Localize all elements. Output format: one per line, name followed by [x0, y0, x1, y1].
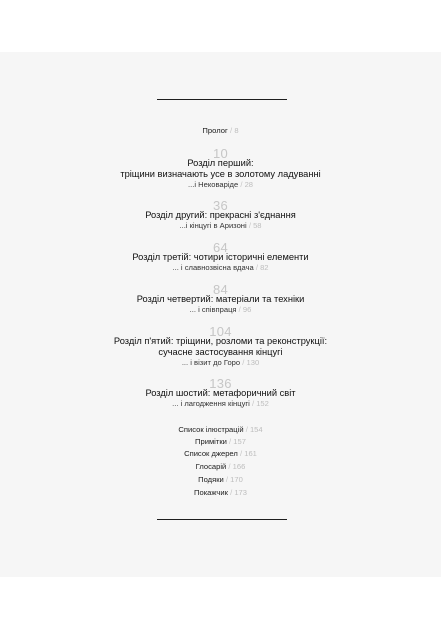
- chapter-title-line-2[interactable]: сучасне застосування кінцугі: [158, 347, 283, 357]
- top-rule: [157, 99, 287, 100]
- toc-back-matter-item[interactable]: [0, 489, 441, 497]
- page-number: 152: [256, 399, 269, 408]
- page-separator: /: [240, 180, 243, 189]
- page-separator: /: [242, 358, 245, 367]
- chapter-subtitle-text: ... і славнозвісна вдача: [172, 263, 254, 272]
- toc-back-matter-item[interactable]: [0, 463, 441, 471]
- chapter-subtitle-text: ... і лагодження кінцугі: [172, 399, 250, 408]
- back-matter-label: Глосарій: [195, 462, 227, 471]
- page-separator: /: [238, 305, 241, 314]
- page-separator: /: [229, 437, 232, 446]
- chapter-title[interactable]: Розділ шостий: метафоричний світ: [145, 388, 296, 398]
- page-separator: /: [251, 399, 255, 408]
- chapter-subtitle[interactable]: [0, 264, 441, 272]
- chapter-title[interactable]: Розділ п'ятий: тріщини, розломи та реконструкції:: [113, 336, 328, 346]
- toc-back-matter-item[interactable]: [0, 426, 441, 434]
- page-separator: /: [239, 449, 243, 458]
- page-separator: /: [245, 425, 248, 434]
- chapter-title[interactable]: Розділ третій: чотири історичні елементи: [132, 252, 309, 262]
- chapter-subtitle[interactable]: [0, 222, 441, 230]
- chapter-subtitle-text: ...і Нековаріде: [187, 180, 239, 189]
- chapter-start-page: 84: [212, 282, 229, 297]
- toc-prologue[interactable]: [0, 127, 441, 135]
- chapter-subtitle[interactable]: [0, 400, 441, 408]
- page-number: 166: [232, 462, 246, 471]
- chapter-start-page: 104: [209, 324, 232, 339]
- page-separator: /: [255, 263, 258, 272]
- bottom-rule: [157, 519, 287, 520]
- toc-back-matter-item[interactable]: [0, 438, 441, 446]
- toc-back-matter-item[interactable]: [0, 476, 441, 484]
- chapter-subtitle[interactable]: [0, 181, 441, 189]
- page-number: 96: [242, 305, 252, 314]
- page-number: 161: [244, 449, 257, 458]
- chapter-start-page: 136: [209, 376, 232, 391]
- toc-back-matter-item[interactable]: [0, 450, 441, 458]
- chapter-subtitle-text: ... і візит до Горо: [181, 358, 241, 367]
- back-matter-label: Список ілюстрацій: [178, 425, 244, 434]
- back-matter-label: Подяки: [198, 475, 224, 484]
- page-number: 170: [230, 475, 243, 484]
- back-matter-label: Покажчик: [194, 488, 228, 497]
- page-number: 173: [234, 488, 247, 497]
- page-separator: /: [230, 126, 233, 135]
- chapter-title[interactable]: Розділ четвертий: матеріали та техніки: [136, 294, 305, 304]
- back-matter-label: Примітки: [195, 437, 227, 446]
- page-separator: /: [248, 221, 251, 230]
- page-number: 82: [260, 263, 269, 272]
- page-number: 130: [246, 358, 260, 367]
- chapter-start-page: 10: [212, 146, 229, 161]
- page-number: 58: [253, 221, 262, 230]
- contents-page: [0, 52, 441, 577]
- chapter-subtitle[interactable]: [0, 359, 441, 367]
- page-separator: /: [225, 475, 229, 484]
- page-number: 8: [234, 126, 239, 135]
- chapter-start-page: 36: [212, 198, 229, 213]
- page-number: 28: [244, 180, 254, 189]
- chapter-title[interactable]: Розділ перший:: [187, 158, 254, 168]
- page-separator: /: [230, 488, 233, 497]
- chapter-start-page: 64: [212, 240, 229, 255]
- chapter-title-line-2[interactable]: тріщини визначають усе в золотому ладуванні: [120, 169, 321, 179]
- chapter-subtitle[interactable]: [0, 306, 441, 314]
- back-matter-label: Список джерел: [184, 449, 238, 458]
- chapter-subtitle-text: ... і співпраця: [189, 305, 237, 314]
- prologue-label: Пролог: [202, 126, 228, 135]
- chapter-title[interactable]: Розділ другий: прекрасні з'єднання: [145, 210, 296, 220]
- page-separator: /: [228, 462, 231, 471]
- page-number: 154: [249, 425, 263, 434]
- chapter-subtitle-text: ...і кінцугі в Аризоні: [179, 221, 247, 230]
- page-number: 157: [233, 437, 246, 446]
